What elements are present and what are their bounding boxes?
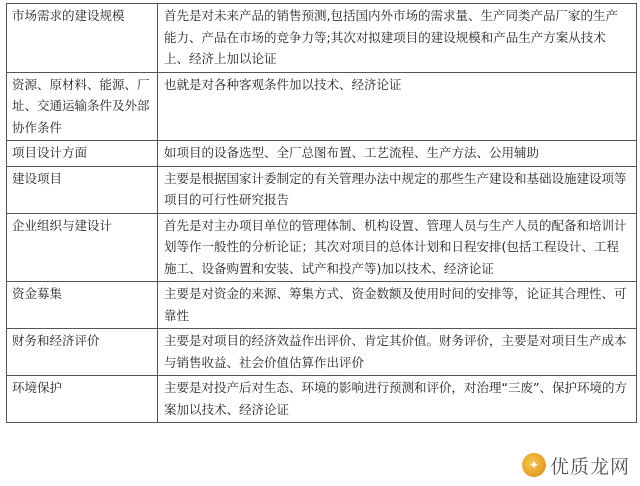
table-row [7, 376, 637, 423]
table-row [7, 329, 637, 376]
watermark [518, 450, 634, 480]
row-content: 主要是对项目的经济效益作出评价、肯定其价值。财务评价，主要是对项目生产成本与销售收益、社会价值估算作出评价 [158, 329, 637, 376]
row-content: 主要是对投产后对生态、环境的影响进行预测和评价，对治理“三废”、保护环境的方案加以技术、经济论证 [158, 376, 637, 423]
row-label: 项目设计方面 [7, 141, 158, 167]
watermark-text: 优质龙网 [549, 455, 630, 478]
row-content: 如项目的设备选型、全厂总图布置、工艺流程、生产方法、公用辅助 [158, 141, 637, 167]
table-row [7, 141, 637, 167]
table-row [7, 213, 637, 282]
row-label: 环境保护 [7, 376, 158, 423]
table-row [7, 166, 637, 213]
table-row [7, 72, 637, 141]
row-content: 也就是对各种客观条件加以技术、经济论证 [158, 72, 637, 141]
row-label: 资源、原材料、能源、厂址、交通运输条件及外部协作条件 [7, 72, 158, 141]
table-row [7, 282, 637, 329]
row-label: 企业组织与建设计 [7, 213, 158, 282]
row-label: 建设项目 [7, 166, 158, 213]
row-content: 主要是根据国家计委制定的有关管理办法中规定的那些生产建设和基础设施建设项等项目的可行性研究报告 [158, 166, 637, 213]
row-content: 首先是对未来产品的销售预测,包括国内外市场的需求量、生产同类产品厂家的生产能力、产品在市场的竞争力等;其次对拟建项目的建设规模和产品生产方案从技术上、经济上加以论证 [158, 4, 637, 73]
row-label: 财务和经济评价 [7, 329, 158, 376]
row-label: 资金募集 [7, 282, 158, 329]
row-content: 主要是对资金的来源、筹集方式、资金数额及使用时间的安排等，论证其合理性、可靠性 [158, 282, 637, 329]
logo-icon: ✦ [522, 453, 546, 477]
row-label: 市场需求的建设规模 [7, 4, 158, 73]
feasibility-table [6, 3, 637, 423]
row-content: 首先是对主办项目单位的管理体制、机构设置、管理人员与生产人员的配备和培训计划等作一般性的分析论证；其次对项目的总体计划和日程安排(包括工程设计、工程施工、设备购置和安装、试产和投产等)加以技术、经济论证 [158, 213, 637, 282]
table-row [7, 4, 637, 73]
